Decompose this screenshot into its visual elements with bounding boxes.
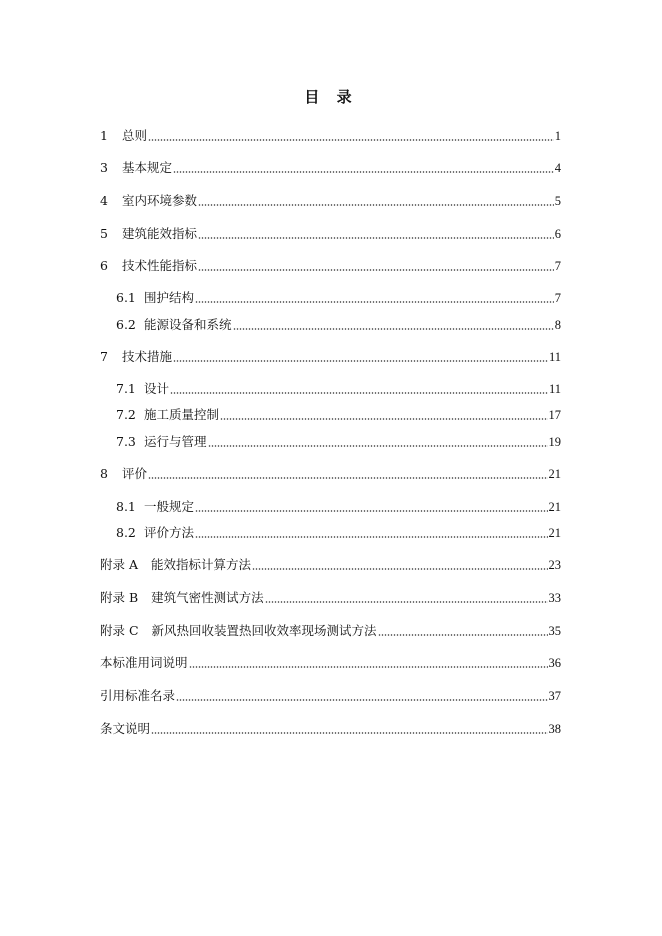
toc-number: 4 <box>100 193 108 208</box>
dot-leader <box>220 418 547 420</box>
toc-number: 附录 B <box>100 590 139 605</box>
dot-leader <box>148 139 554 141</box>
toc-entry[interactable] <box>100 347 561 365</box>
dot-leader <box>176 699 547 701</box>
toc-page-number: 17 <box>548 408 561 422</box>
dot-leader <box>198 269 554 271</box>
page-title: 目 录 <box>304 88 358 106</box>
toc-entry[interactable] <box>100 719 561 737</box>
toc-label: 施工质量控制 <box>144 407 220 422</box>
toc-label: 本标准用词说明 <box>100 655 188 670</box>
toc-page-number: 5 <box>554 194 561 208</box>
dot-leader <box>173 171 554 173</box>
toc-page-number: 11 <box>548 350 561 364</box>
toc-entry[interactable] <box>100 256 561 274</box>
toc-entry[interactable] <box>100 126 561 144</box>
toc-label: 新风热回收装置热回收效率现场测试方法 <box>151 623 377 638</box>
dot-leader <box>198 204 554 206</box>
toc-number: 8.1 <box>116 499 136 514</box>
toc-number: 5 <box>100 226 108 241</box>
toc-entry[interactable] <box>116 432 561 450</box>
toc-number: 3 <box>100 160 108 175</box>
toc-entry[interactable] <box>100 464 561 482</box>
toc-page-number: 21 <box>548 467 561 481</box>
toc-page-number: 35 <box>548 624 561 638</box>
toc-label: 基本规定 <box>122 160 173 175</box>
dot-leader <box>195 536 547 538</box>
toc-label: 条文说明 <box>100 721 151 736</box>
toc-label: 一般规定 <box>144 499 195 514</box>
toc-entry[interactable] <box>100 653 561 671</box>
toc-entry[interactable] <box>116 379 561 397</box>
toc-entry[interactable] <box>116 315 561 333</box>
dot-leader <box>170 392 548 394</box>
toc-page-number: 21 <box>548 500 561 514</box>
dot-leader <box>265 601 548 603</box>
toc-page-number: 1 <box>554 129 561 143</box>
toc-label: 技术性能指标 <box>122 258 198 273</box>
toc-page-number: 19 <box>548 435 561 449</box>
toc-number: 6.2 <box>116 317 136 332</box>
toc-page-number: 11 <box>548 382 561 396</box>
toc-entry[interactable] <box>116 405 561 423</box>
toc-entry[interactable] <box>100 191 561 209</box>
toc-label: 总则 <box>122 128 148 143</box>
dot-leader <box>198 237 554 239</box>
dot-leader <box>208 445 548 447</box>
toc-page-number: 38 <box>548 722 561 736</box>
toc-label: 能效指标计算方法 <box>151 557 252 572</box>
toc-entry[interactable] <box>116 523 561 541</box>
toc-page-number: 7 <box>554 259 561 273</box>
toc-entry[interactable] <box>100 555 561 573</box>
toc-page-number: 36 <box>548 656 561 670</box>
toc-label: 评价方法 <box>144 525 195 540</box>
toc-label: 设计 <box>144 381 170 396</box>
toc-entry[interactable] <box>116 288 561 306</box>
dot-leader <box>195 301 554 303</box>
toc-label: 建筑气密性测试方法 <box>151 590 264 605</box>
toc-label: 能源设备和系统 <box>144 317 232 332</box>
toc-number: 8.2 <box>116 525 136 540</box>
toc-page-number: 6 <box>554 227 561 241</box>
toc-label: 运行与管理 <box>144 434 207 449</box>
toc-number: 7.3 <box>116 434 136 449</box>
toc-label: 围护结构 <box>144 290 195 305</box>
toc-entry[interactable] <box>116 497 561 515</box>
toc-number: 附录 C <box>100 623 139 638</box>
toc-number: 7.2 <box>116 407 136 422</box>
dot-leader <box>189 666 548 668</box>
toc-page-number: 33 <box>548 591 561 605</box>
toc-number: 8 <box>100 466 108 481</box>
toc-page-number: 8 <box>554 318 561 332</box>
toc-number: 6.1 <box>116 290 136 305</box>
dot-leader <box>173 360 548 362</box>
toc-entry[interactable] <box>100 158 561 176</box>
toc-number: 附录 A <box>100 557 139 572</box>
toc-label: 建筑能效指标 <box>122 226 198 241</box>
toc-page-number: 4 <box>554 161 561 175</box>
toc-label: 技术措施 <box>122 349 173 364</box>
toc-number: 6 <box>100 258 108 273</box>
dot-leader <box>195 510 547 512</box>
toc-number: 7.1 <box>116 381 136 396</box>
dot-leader <box>252 568 547 570</box>
toc-label: 室内环境参数 <box>122 193 198 208</box>
toc-page-number: 21 <box>548 526 561 540</box>
toc-page-number: 7 <box>554 291 561 305</box>
toc-label: 引用标准名录 <box>100 688 176 703</box>
dot-leader <box>233 328 554 330</box>
toc-page-number: 37 <box>548 689 561 703</box>
toc-entry[interactable] <box>100 588 561 606</box>
toc-number: 1 <box>100 128 108 143</box>
toc-entry[interactable] <box>100 621 561 639</box>
dot-leader <box>148 477 547 479</box>
dot-leader <box>378 634 548 636</box>
toc-number: 7 <box>100 349 108 364</box>
dot-leader <box>151 732 547 734</box>
toc-page-number: 23 <box>548 558 561 572</box>
toc-label: 评价 <box>122 466 148 481</box>
toc-entry[interactable] <box>100 224 561 242</box>
toc-entry[interactable] <box>100 686 561 704</box>
